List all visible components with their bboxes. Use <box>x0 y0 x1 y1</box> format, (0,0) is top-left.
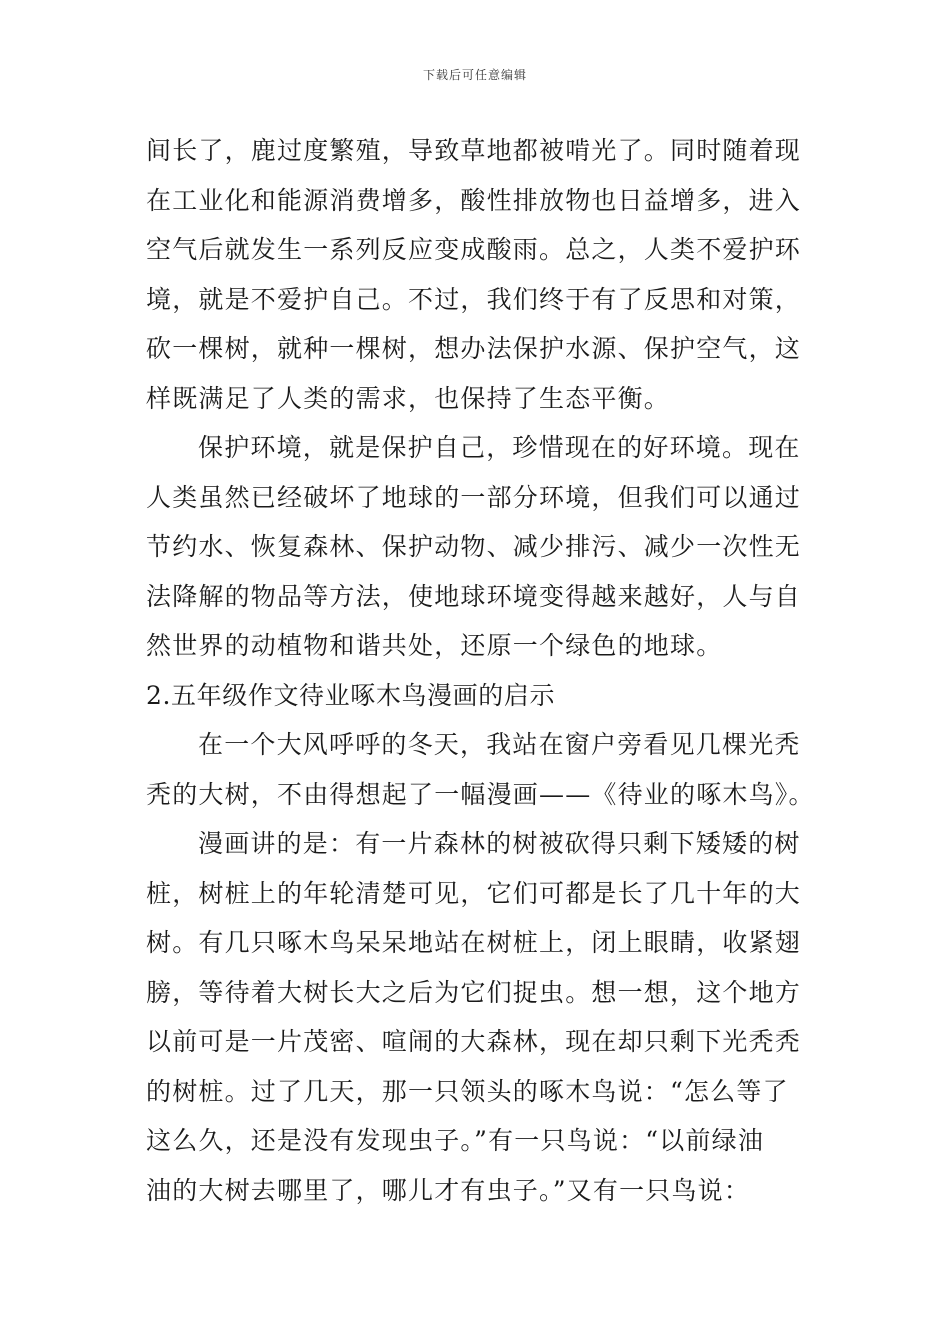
text-line: 间长了，鹿过度繁殖，导致草地都被啃光了。同时随着现 <box>146 136 802 165</box>
text-line: 保护环境，就是保护自己，珍惜现在的好环境。现在 <box>198 433 801 462</box>
text-line: 这么久，还是没有发现虫子。”有一只鸟说：“以前绿油 <box>146 1126 765 1155</box>
header-note: 下载后可任意编辑 <box>422 68 527 82</box>
text-line: 境，就是不爱护自己。不过，我们终于有了反思和对策， <box>146 284 802 314</box>
text-line: 砍一棵树，就种一棵树，想办法保护水源、保护空气，这 <box>146 334 802 363</box>
text-line: 然世界的动植物和谐共处，还原一个绿色的地球。 <box>146 631 723 660</box>
text-line: 空气后就发生一系列反应变成酸雨。总之，人类不爱护环 <box>146 235 802 264</box>
text-line: 桩，树桩上的年轮清楚可见，它们可都是长了几十年的大 <box>146 878 802 908</box>
text-line: 在一个大风呼呼的冬天，我站在窗户旁看见几棵光秃 <box>198 730 801 759</box>
text-line: 油的大树去哪里了，哪儿才有虫子。”又有一只鸟说： <box>146 1175 751 1205</box>
text-line: 以前可是一片茂密、喧闹的大森林，现在却只剩下光秃秃 <box>146 1027 802 1056</box>
text-line: 漫画讲的是：有一片森林的树被砍得只剩下矮矮的树 <box>198 829 801 858</box>
section-heading: 2.五年级作文待业啄木鸟漫画的启示 <box>146 680 556 710</box>
text-line: 树。有几只啄木鸟呆呆地站在树桩上，闭上眼睛，收紧翅 <box>146 928 802 957</box>
text-line: 在工业化和能源消费增多，酸性排放物也日益增多，进入 <box>146 185 802 215</box>
text-line: 秃的大树，不由得想起了一幅漫画——《待业的啄木鸟》。 <box>146 779 815 809</box>
text-line: 样既满足了人类的需求，也保持了生态平衡。 <box>146 383 671 413</box>
text-line: 的树桩。过了几天，那一只领头的啄木鸟说：“怎么等了 <box>146 1076 789 1106</box>
text-line: 人类虽然已经破坏了地球的一部分环境，但我们可以通过 <box>146 482 802 512</box>
document-body <box>146 126 815 1215</box>
text-line: 节约水、恢复森林、保护动物、减少排污、减少一次性无 <box>146 532 802 561</box>
text-line: 膀，等待着大树长大之后为它们捉虫。想一想，这个地方 <box>146 977 802 1007</box>
text-line: 法降解的物品等方法，使地球环境变得越来越好，人与自 <box>146 581 802 611</box>
